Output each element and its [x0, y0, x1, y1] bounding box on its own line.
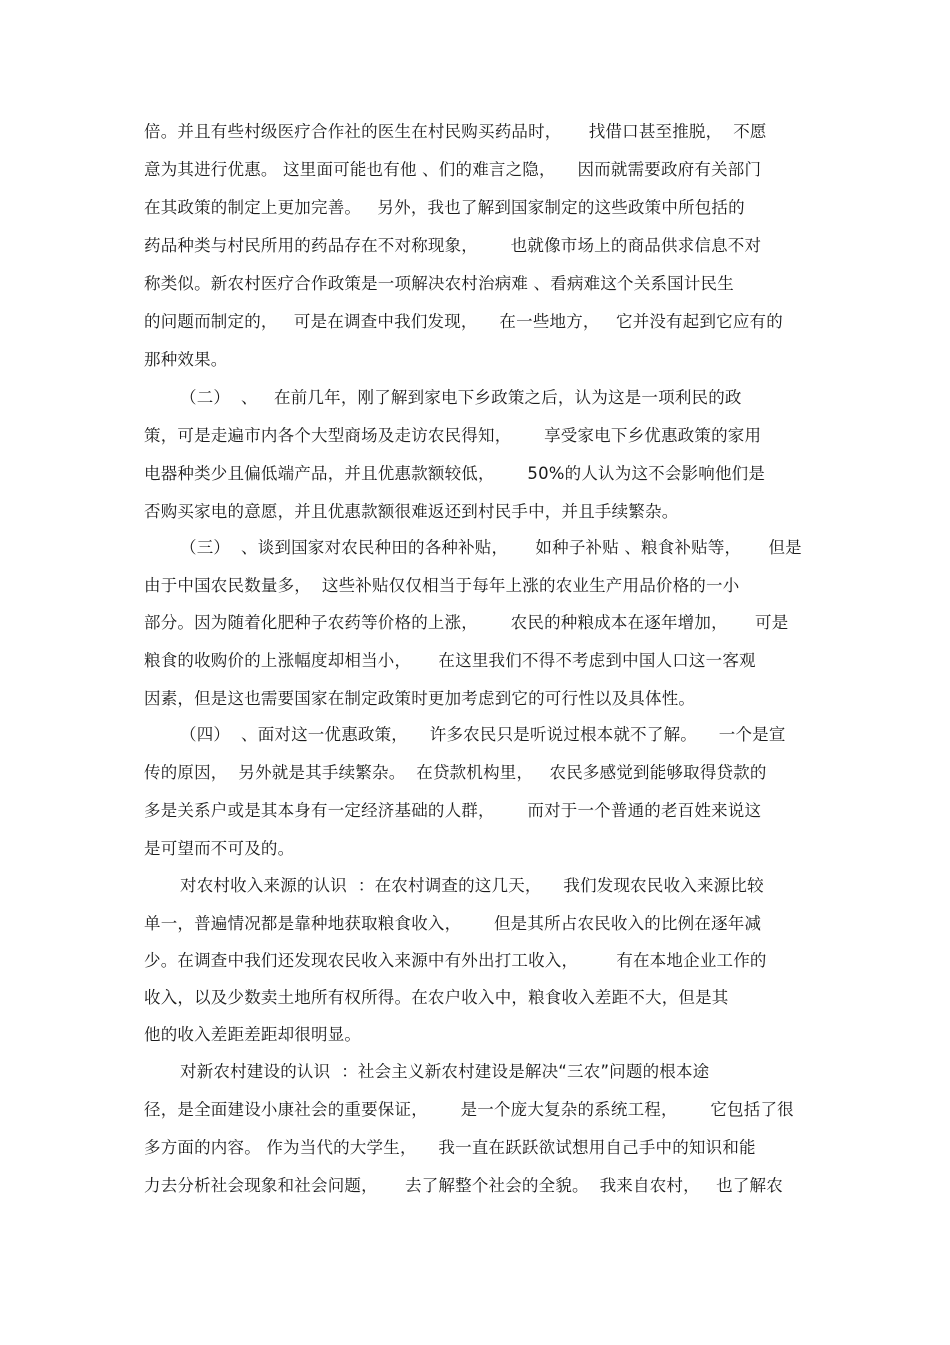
- text-line: 倍。并且有些村级医疗合作社的医生在村民购买药品时， 找借口甚至推脱， 不愿: [144, 122, 767, 141]
- text-line: 径，是全面建设小康社会的重要保证， 是一个庞大复杂的系统工程， 它包括了很: [144, 1100, 794, 1119]
- text-line: 传的原因， 另外就是其手续繁杂。 在贷款机构里， 农民多感觉到能够取得贷款的: [144, 763, 767, 782]
- text-line: 少。在调查中我们还发现农民收入来源中有外出打工收入， 有在本地企业工作的: [144, 951, 767, 970]
- text-line: 力去分析社会现象和社会问题， 去了解整个社会的全貌。 我来自农村， 也了解农: [144, 1176, 783, 1195]
- text-line: 是可望而不可及的。: [144, 839, 295, 858]
- text-line: 收入，以及少数卖土地所有权所得。在农户收入中，粮食收入差距不大，但是其: [144, 988, 729, 1007]
- paragraph-first-line: （四） 、面对这一优惠政策， 许多农民只是听说过根本就不了解。 一个是宣: [180, 725, 786, 744]
- text-line: 策，可是走遍市内各个大型商场及走访农民得知， 享受家电下乡优惠政策的家用: [144, 426, 762, 445]
- text-line: 因素，但是这也需要国家在制定政策时更加考虑到它的可行性以及具体性。: [144, 689, 696, 708]
- text-line: 他的收入差距差距却很明显。: [144, 1025, 362, 1044]
- text-line: 电器种类少且偏低端产品，并且优惠款额较低， 50%的人认为这不会影响他们是: [144, 464, 766, 483]
- text-line: 那种效果。: [144, 350, 228, 369]
- paragraph-first-line: 对农村收入来源的认识 ：在农村调查的这几天， 我们发现农民收入来源比较: [180, 876, 764, 895]
- paragraph-first-line: （三） 、谈到国家对农民种田的各种补贴， 如种子补贴 、粮食补贴等， 但是: [180, 538, 802, 557]
- text-line: 称类似。新农村医疗合作政策是一项解决农村治病难 、看病难这个关系国计民生: [144, 274, 734, 293]
- text-line: 的问题而制定的， 可是在调查中我们发现， 在一些地方， 它并没有起到它应有的: [144, 312, 783, 331]
- paragraph-first-line: 对新农村建设的认识 ：社会主义新农村建设是解决“三农”问题的根本途: [180, 1062, 710, 1081]
- text-line: 粮食的收购价的上涨幅度却相当小， 在这里我们不得不考虑到中国人口这一客观: [144, 651, 756, 670]
- text-line: 单一，普遍情况都是靠种地获取粮食收入， 但是其所占农民收入的比例在逐年减: [144, 914, 762, 933]
- text-line: 否购买家电的意愿，并且优惠款额很难返还到村民手中，并且手续繁杂。: [144, 502, 679, 521]
- text-line: 多方面的内容。 作为当代的大学生， 我一直在跃跃欲试想用自己手中的知识和能: [144, 1138, 756, 1157]
- text-line: 由于中国农民数量多， 这些补贴仅仅相当于每年上涨的农业生产用品价格的一小: [144, 576, 740, 595]
- text-line: 意为其进行优惠。 这里面可能也有他 、们的难言之隐， 因而就需要政府有关部门: [144, 160, 762, 179]
- paragraph-first-line: （二） 、 在前几年，刚了解到家电下乡政策之后，认为这是一项利民的政: [180, 388, 742, 407]
- text-line: 多是关系户或是其本身有一定经济基础的人群， 而对于一个普通的老百姓来说这: [144, 801, 762, 820]
- text-line: 药品种类与村民所用的药品存在不对称现象， 也就像市场上的商品供求信息不对: [144, 236, 762, 255]
- text-line: 在其政策的制定上更加完善。 另外，我也了解到国家制定的这些政策中所包括的: [144, 198, 745, 217]
- text-line: 部分。因为随着化肥种子农药等价格的上涨， 农民的种粮成本在逐年增加， 可是: [144, 613, 789, 632]
